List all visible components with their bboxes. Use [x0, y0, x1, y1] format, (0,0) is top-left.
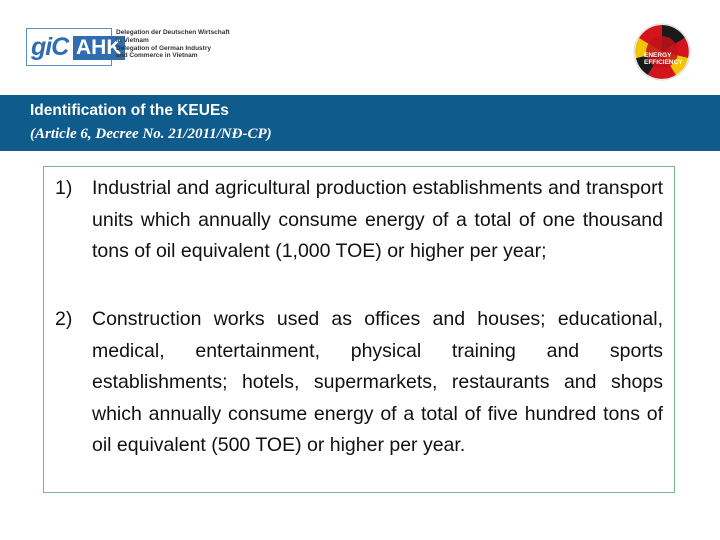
delegation-line: in Vietnam	[116, 36, 149, 44]
energy-efficiency-logo	[632, 22, 692, 82]
gic-ahk-logo	[26, 26, 241, 70]
list-item	[55, 304, 663, 462]
list-item-text: Construction works used as offices and houses; educational, medical, entertainment, physical training and sports establishments; hotels, supermarkets, restaurants and shops which annually consume energy of a total of five hundred tons of oil equivalent (500 TOE) or higher per year.	[92, 308, 663, 456]
gic-logo-text: giC	[31, 33, 69, 61]
energy-efficiency-text	[644, 52, 684, 66]
title-bar	[0, 95, 720, 151]
content-box	[43, 166, 675, 493]
delegation-line: Delegation der Deutschen Wirtschaft	[116, 29, 230, 36]
page-subtitle: (Article 6, Decree No. 21/2011/NĐ-CP)	[30, 126, 272, 142]
list-item-number: 1)	[55, 177, 73, 199]
delegation-line: Delegation of German Industry	[116, 44, 211, 52]
list-item-number: 2)	[55, 308, 73, 330]
gic-ahk-logo-box	[26, 28, 122, 66]
energy-logo-line: ENERGY	[644, 52, 672, 59]
delegation-text	[116, 29, 251, 60]
delegation-line: and Commerce in Vietnam	[116, 52, 198, 60]
page-title: Identification of the KEUEs	[30, 102, 229, 119]
ahk-logo-text: AHK	[73, 36, 125, 60]
energy-logo-line: EFFICIENCY	[644, 59, 683, 66]
list-item	[55, 173, 663, 268]
list-item-text: Industrial and agricultural production establishments and transport units which annually consume energy of a total of one thousand tons of oil equivalent (1,000 TOE) or higher per year;	[92, 177, 663, 262]
